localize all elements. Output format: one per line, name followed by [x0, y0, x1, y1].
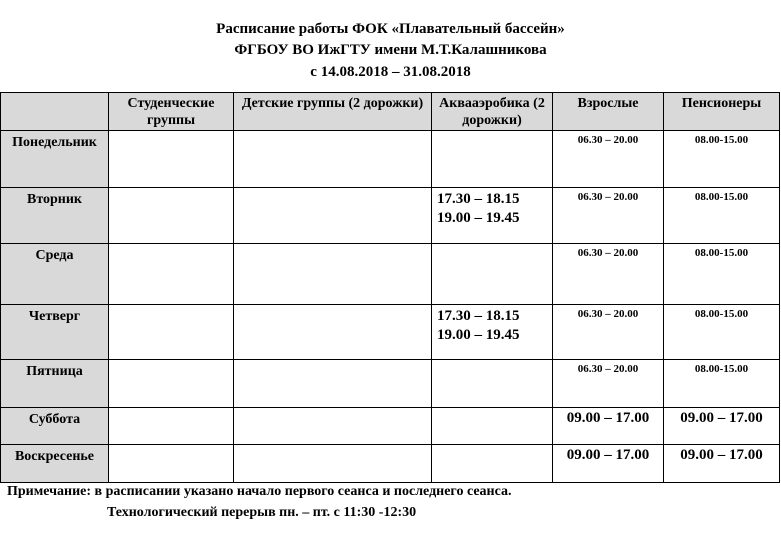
students-cell — [109, 188, 234, 244]
adults-cell: 06.30 – 20.00 — [553, 360, 664, 408]
adults-cell: 06.30 – 20.00 — [553, 244, 664, 305]
day-cell: Понедельник — [1, 131, 109, 188]
adults-cell: 06.30 – 20.00 — [553, 305, 664, 360]
aqua-cell — [432, 445, 553, 483]
day-cell: Пятница — [1, 360, 109, 408]
adults-cell: 06.30 – 20.00 — [553, 188, 664, 244]
pensioners-cell: 09.00 – 17.00 — [664, 408, 780, 445]
table-row — [1, 244, 780, 305]
pensioners-cell: 08.00-15.00 — [664, 244, 780, 305]
children-cell — [234, 188, 432, 244]
students-cell — [109, 131, 234, 188]
children-cell — [234, 131, 432, 188]
aqua-session: 17.30 – 18.15 — [437, 308, 520, 324]
aqua-cell — [432, 131, 553, 188]
adults-cell: 06.30 – 20.00 — [553, 131, 664, 188]
aqua-cell — [432, 360, 553, 408]
students-cell — [109, 408, 234, 445]
col-header-day — [1, 93, 109, 131]
schedule-note: Примечание: в расписании указано начало первого сеанса и последнего сеанса. — [7, 484, 512, 499]
aqua-session: 19.00 – 19.45 — [437, 210, 520, 226]
aqua-session: 19.00 – 19.45 — [437, 327, 520, 343]
col-header-students: Студенческие группы — [109, 93, 234, 131]
table-row — [1, 305, 780, 360]
technical-break-note: Технологический перерыв пн. – пт. с 11:30 -12:30 — [107, 505, 417, 520]
children-cell — [234, 305, 432, 360]
table-row — [1, 445, 780, 483]
pensioners-cell: 08.00-15.00 — [664, 188, 780, 244]
students-cell — [109, 305, 234, 360]
aqua-session: 17.30 – 18.15 — [437, 191, 520, 207]
pensioners-cell: 08.00-15.00 — [664, 305, 780, 360]
children-cell — [234, 360, 432, 408]
adults-cell: 09.00 – 17.00 — [553, 408, 664, 445]
aqua-cell — [432, 408, 553, 445]
col-header-adults: Взрослые — [553, 93, 664, 131]
adults-cell: 09.00 – 17.00 — [553, 445, 664, 483]
date-range: с 14.08.2018 – 31.08.2018 — [310, 64, 471, 80]
col-header-pensioners: Пенсионеры — [664, 93, 780, 131]
aqua-cell — [432, 305, 553, 360]
header-row — [1, 93, 780, 131]
col-header-children: Детские группы (2 дорожки) — [234, 93, 432, 131]
day-cell: Четверг — [1, 305, 109, 360]
pensioners-cell: 08.00-15.00 — [664, 360, 780, 408]
students-cell — [109, 445, 234, 483]
day-cell: Воскресенье — [1, 445, 109, 483]
day-cell: Среда — [1, 244, 109, 305]
aqua-cell — [432, 188, 553, 244]
aqua-cell — [432, 244, 553, 305]
schedule-table — [0, 92, 780, 483]
children-cell — [234, 408, 432, 445]
col-header-aqua: Аквааэробика (2 дорожки) — [432, 93, 553, 131]
students-cell — [109, 360, 234, 408]
table-row — [1, 408, 780, 445]
table-row — [1, 131, 780, 188]
students-cell — [109, 244, 234, 305]
table-row — [1, 188, 780, 244]
schedule-title: Расписание работы ФОК «Плавательный бассейн» — [216, 21, 565, 37]
children-cell — [234, 244, 432, 305]
pensioners-cell: 09.00 – 17.00 — [664, 445, 780, 483]
table-row — [1, 360, 780, 408]
day-cell: Суббота — [1, 408, 109, 445]
day-cell: Вторник — [1, 188, 109, 244]
organization-name: ФГБОУ ВО ИжГТУ имени М.Т.Калашникова — [234, 42, 547, 58]
children-cell — [234, 445, 432, 483]
pensioners-cell: 08.00-15.00 — [664, 131, 780, 188]
